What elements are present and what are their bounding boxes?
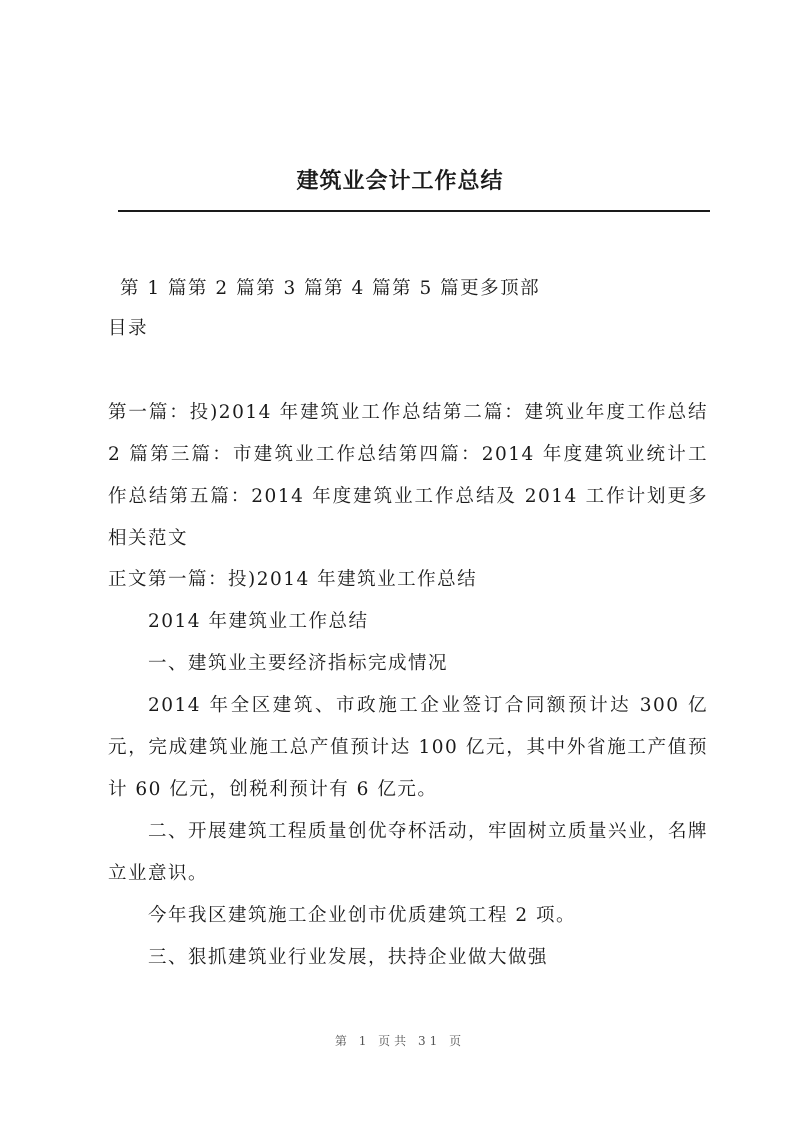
heading-2: 二、开展建筑工程质量创优夺杯活动，牢固树立质量兴业，名牌立业意识。	[108, 821, 709, 884]
toc-heading: 目录	[108, 318, 149, 339]
heading-3: 三、狠抓建筑业行业发展，扶持企业做大做强	[148, 947, 549, 968]
page-footer: 第 1 页共 31 页	[334, 1034, 466, 1048]
paragraph-1: 2014 年全区建筑、市政施工企业签订合同额预计达 300 亿元，完成建筑业施工总产值预计达 100 亿元，其中外省施工产值预计 60 亿元，创税利预计有 6 亿元。	[108, 695, 708, 800]
toc-paragraph: 第一篇：投)2014 年建筑业工作总结第二篇：建筑业年度工作总结 2 篇第三篇：市建筑业工作总结第四篇：2014 年度建筑业统计工作总结第五篇：2014 年度建筑业工作总结及 2014 工作计划更多相关范文	[108, 402, 708, 549]
body-intro: 正文第一篇：投)2014 年建筑业工作总结	[108, 569, 478, 590]
section-title: 2014 年建筑业工作总结	[148, 611, 369, 632]
nav-links[interactable]: 第 1 篇第 2 篇第 3 篇第 4 篇第 5 篇更多顶部	[120, 278, 541, 299]
paragraph-2: 今年我区建筑施工企业创市优质建筑工程 2 项。	[148, 905, 577, 926]
document-title: 建筑业会计工作总结	[296, 169, 504, 194]
heading-1: 一、建筑业主要经济指标完成情况	[148, 653, 449, 674]
title-divider	[118, 210, 710, 212]
